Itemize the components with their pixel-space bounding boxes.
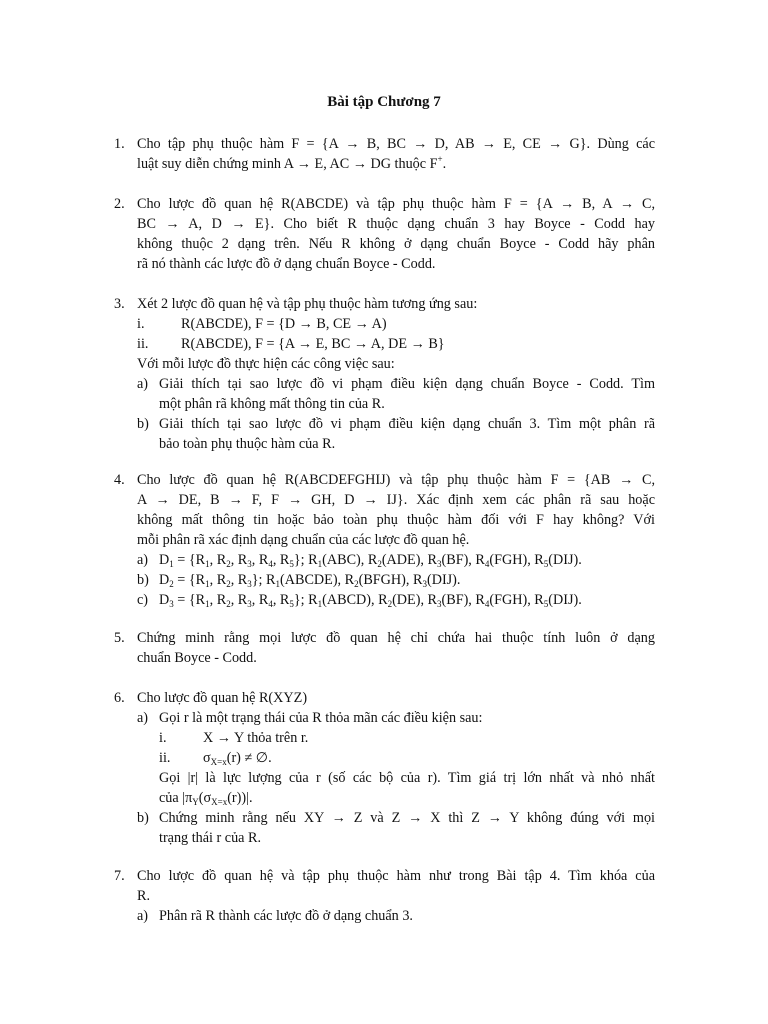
sub-item-marker: c)	[137, 592, 149, 608]
sub-item-text: $D_2 = \{R_1$, $R_2$, $R_3$}; $R_1(ABCDE)$, $R_2(BFGH)$, $R_3(DIJ)$.	[159, 572, 461, 589]
sub-item-text: Gọi r là một trạng thái của R thỏa mãn các điều kiện sau:	[159, 710, 483, 726]
sub-item-text: Gọi |r| là lực lượng của r (số các bộ của r). Tìm giá trị lớn nhất và nhỏ nhất	[159, 770, 655, 786]
sub-item-text: Phân rã R thành các lược đồ ở dạng chuẩn 3.	[159, 908, 413, 924]
roman-item-text: R(ABCDE), F = {A → E, BC → A, DE → B}	[181, 336, 445, 352]
exercise-text-line: BC → A, D → E}. Cho biết R thuộc dạng chuẩn 3 hay Boyce - Codd hay	[137, 216, 655, 232]
roman-marker: i.	[137, 316, 145, 332]
exercise-number: 3.	[114, 296, 125, 312]
exercise-text-line: Cho lược đồ quan hệ R(ABCDE) và tập phụ thuộc hàm F = {A → B, A → C,	[137, 196, 655, 212]
sub-item-text: Giải thích tại sao lược đồ vi phạm điều kiện dạng chuẩn Boyce - Codd. Tìm	[159, 376, 655, 392]
sub-item-marker: a)	[137, 376, 149, 392]
exercise-text-line: Cho lược đồ quan hệ R(ABCDEFGHIJ) và tập phụ thuộc hàm F = {AB → C,	[137, 472, 655, 488]
sub-item-text: của $|\pi_Y(\sigma_{X=x}(r))|$.	[159, 790, 253, 807]
exercise-text-line: không thuộc 2 dạng trên. Nếu R không ở dạng chuẩn Boyce - Codd hãy phân	[137, 236, 655, 252]
sub-item-text: bảo toàn phụ thuộc hàm của R.	[159, 436, 336, 452]
sub-item-text: trạng thái r của R.	[159, 830, 262, 846]
page-title: Bài tập Chương 7	[327, 94, 441, 110]
sub-item-marker: b)	[137, 416, 149, 432]
exercise-text-line: Với mỗi lược đồ thực hiện các công việc sau:	[137, 356, 395, 372]
exercise-number: 7.	[114, 868, 125, 884]
exercise-text-line: Xét 2 lược đồ quan hệ và tập phụ thuộc hàm tương ứng sau:	[137, 296, 478, 312]
sub-item-text: Giải thích tại sao lược đồ vi phạm điều kiện dạng chuẩn 3. Tìm một phân rã	[159, 416, 655, 432]
sub-item-marker: a)	[137, 710, 149, 726]
exercise-text-line: A → DE, B → F, F → GH, D → IJ}. Xác định xem các phân rã sau hoặc	[137, 492, 655, 508]
exercise-text-line: không mất thông tin hoặc bảo toàn phụ thuộc hàm đối với F hay không? Với	[137, 512, 655, 528]
exercise-text-line: chuẩn Boyce - Codd.	[137, 650, 257, 666]
exercise-text-line: Cho lược đồ quan hệ R(XYZ)	[137, 690, 308, 706]
roman-marker: ii.	[137, 336, 149, 352]
exercise-number: 6.	[114, 690, 125, 706]
exercise-text-line: R.	[137, 888, 151, 904]
exercise-text-line: rã nó thành các lược đồ ở dạng chuẩn Boyce - Codd.	[137, 256, 436, 272]
sub-item-marker: b)	[137, 572, 149, 588]
exercise-text-line: mỗi phân rã xác định dạng chuẩn của các lược đồ quan hệ.	[137, 532, 470, 548]
exercise-text-line: Cho lược đồ quan hệ và tập phụ thuộc hàm như trong Bài tập 4. Tìm khóa của	[137, 868, 655, 884]
sub-item-marker: a)	[137, 552, 149, 568]
exercise-number: 2.	[114, 196, 125, 212]
sub-item-marker: b)	[137, 810, 149, 826]
sub-item-text: Chứng minh rằng nếu XY → Z và Z → X thì Z → Y không đúng với mọi	[159, 810, 655, 826]
exercise-text-line: Cho tập phụ thuộc hàm F = {A → B, BC → D, AB → E, CE → G}. Dùng các	[137, 136, 655, 152]
sub-item-text: $D_3 = \{R_1$, $R_2$, $R_3$, $R_4$, $R_5$}; $R_1(ABCD)$, $R_2(DE)$, $R_3(BF)$, $R_4(FGH)$, $R_5(DIJ)$.	[159, 592, 582, 609]
exercise-text-line: luật suy diễn chứng minh A → E, AC → DG thuộc F+.	[137, 154, 447, 172]
exercise-number: 4.	[114, 472, 125, 488]
roman-marker: i.	[159, 730, 167, 746]
roman-item-text: X → Y thỏa trên r.	[203, 730, 309, 746]
roman-marker: ii.	[159, 750, 171, 766]
exercise-text-line: Chứng minh rằng mọi lược đồ quan hệ chỉ chứa hai thuộc tính luôn ở dạng	[137, 630, 655, 646]
exercise-number: 5.	[114, 630, 125, 646]
roman-item-text: R(ABCDE), F = {D → B, CE → A)	[181, 316, 387, 332]
sub-item-marker: a)	[137, 908, 149, 924]
exercise-number: 1.	[114, 136, 125, 152]
sub-item-text: một phân rã không mất thông tin của R.	[159, 396, 385, 412]
sub-item-text: $D_1 = \{R_1$, $R_2$, $R_3$, $R_4$, $R_5$}; $R_1(ABC)$, $R_2(ADE)$, $R_3(BF)$, $R_4(FGH)$, $R_5(DIJ)$.	[159, 552, 582, 569]
roman-item-text: $\sigma_{X=x}(r)$ ≠ ∅.	[203, 750, 272, 767]
